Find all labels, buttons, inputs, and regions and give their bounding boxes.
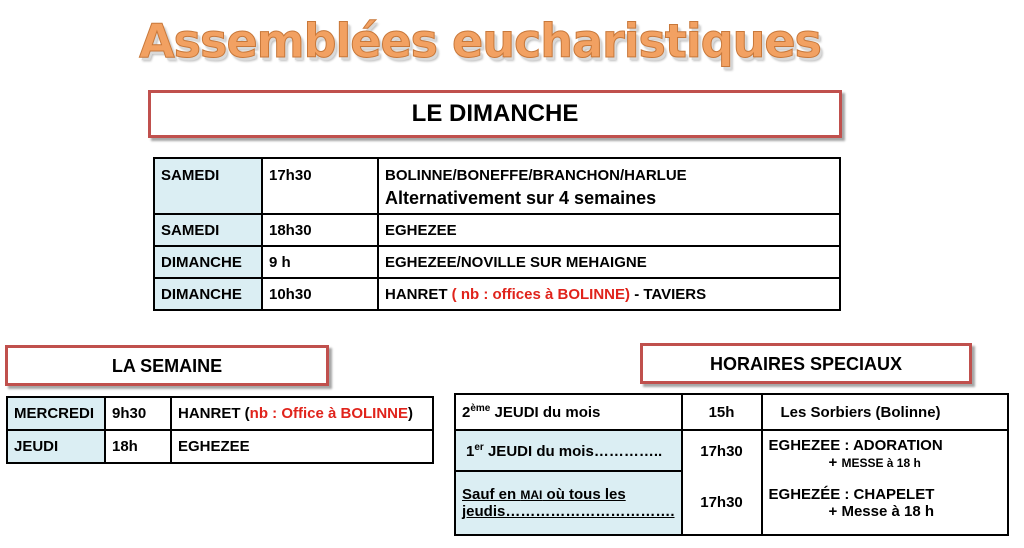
table-row xyxy=(154,158,840,214)
time-cell: 15h xyxy=(682,394,762,430)
day-cell: SAMEDI xyxy=(154,214,262,246)
place-text: HANRET ( xyxy=(178,405,250,422)
place-cell xyxy=(378,278,840,310)
time-cell: 17h30 xyxy=(682,430,762,471)
day-cell xyxy=(455,430,682,471)
ordinal-number: 1 xyxy=(466,442,475,460)
table-row xyxy=(455,394,1008,430)
time-cell: 10h30 xyxy=(262,278,378,310)
table-row xyxy=(455,430,1008,471)
table-row xyxy=(7,430,433,463)
table-row xyxy=(154,278,840,310)
exception-label-cont: jeudis……………………………. xyxy=(462,503,675,520)
time-cell: 17h30 xyxy=(682,471,762,535)
day-cell: DIMANCHE xyxy=(154,246,262,278)
mass-note xyxy=(769,454,1001,471)
place-text: ) xyxy=(408,405,414,422)
office-note: nb : Office à BOLINNE xyxy=(249,405,409,422)
place-cell: EGHEZEE xyxy=(378,214,840,246)
day-label: JEUDI du mois xyxy=(494,404,601,421)
mass-text: MESSE à 18 h xyxy=(841,456,921,470)
day-cell xyxy=(455,394,682,430)
plus-sign: + xyxy=(828,454,838,471)
place-cell xyxy=(171,397,433,430)
ordinal-suffix: ème xyxy=(470,403,491,414)
table-row xyxy=(7,397,433,430)
place-text: HANRET xyxy=(385,285,448,303)
dimanche-schedule-table xyxy=(153,157,841,311)
alternance-note: Alternativement sur 4 semaines xyxy=(385,188,657,208)
office-note: ( nb : offices à BOLINNE) xyxy=(451,285,631,303)
day-cell: DIMANCHE xyxy=(154,278,262,310)
time-cell: 18h30 xyxy=(262,214,378,246)
day-label: JEUDI du mois………….. xyxy=(487,442,663,460)
semaine-heading: LA SEMAINE xyxy=(5,345,329,386)
time-cell: 18h xyxy=(105,430,171,463)
time-cell: 17h30 xyxy=(262,158,378,214)
page-title: Assemblées eucharistiques xyxy=(139,14,821,68)
ordinal-number: 2 xyxy=(462,404,471,421)
place-cell xyxy=(762,471,1008,535)
place-text: - TAVIERS xyxy=(634,285,707,303)
place-text: EGHEZEE : ADORATION xyxy=(768,437,943,454)
place-text: EGHEZÉE : CHAPELET xyxy=(768,485,935,503)
semaine-schedule-table xyxy=(6,396,434,464)
speciaux-schedule-table xyxy=(454,393,1009,536)
dimanche-heading: LE DIMANCHE xyxy=(148,90,842,138)
place-text: BOLINNE/BONEFFE/BRANCHON/HARLUE xyxy=(385,167,687,184)
table-row xyxy=(455,471,1008,535)
place-cell: Les Sorbiers (Bolinne) xyxy=(762,394,1008,430)
speciaux-heading: HORAIRES SPECIAUX xyxy=(640,343,972,384)
mass-note: + Messe à 18 h xyxy=(828,502,934,520)
day-cell: JEUDI xyxy=(7,430,105,463)
exception-label xyxy=(462,486,626,503)
exception-text: où tous les xyxy=(542,486,626,503)
exception-text: Sauf en xyxy=(462,486,521,503)
place-cell: EGHEZEE xyxy=(171,430,433,463)
day-cell: MERCREDI xyxy=(7,397,105,430)
month-name: MAI xyxy=(520,488,543,502)
table-row xyxy=(154,246,840,278)
day-cell xyxy=(455,471,682,535)
ordinal-suffix: er xyxy=(474,441,484,453)
day-cell: SAMEDI xyxy=(154,158,262,214)
place-cell xyxy=(378,158,840,214)
time-cell: 9h30 xyxy=(105,397,171,430)
place-cell xyxy=(762,430,1008,471)
time-cell: 9 h xyxy=(262,246,378,278)
place-cell: EGHEZEE/NOVILLE SUR MEHAIGNE xyxy=(378,246,840,278)
table-row xyxy=(154,214,840,246)
